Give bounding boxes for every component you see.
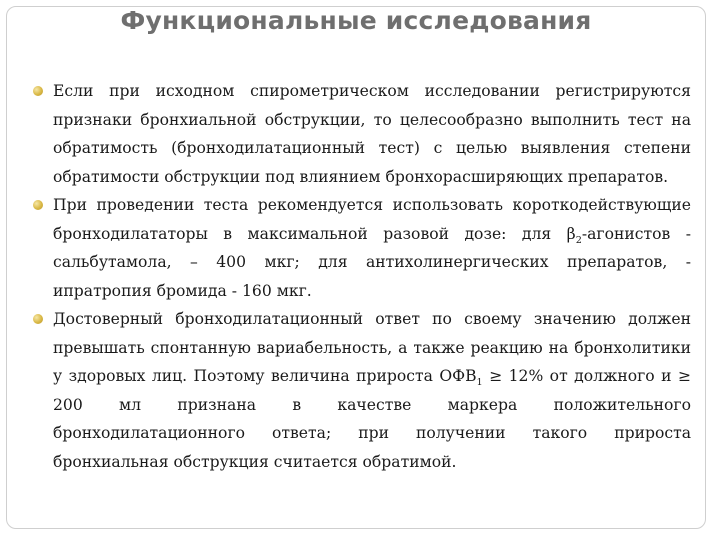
bullet-text-start: Достоверный бронходилатационный ответ по своему значению должен превышать спонтанную вариабельность, а также реакцию на бронхолитики у здоровых лиц. Поэтому величина прироста ОФВ — [53, 310, 691, 385]
slide-content — [33, 77, 691, 476]
bullet-text-end: ≥ 12% от должного и ≥ 200 мл признана в качестве маркера положительного бронходилатационного ответа; при получении такого прироста бронхиальная обструкция считается обратимой. — [53, 367, 691, 471]
beta-subscript: 2 — [575, 234, 582, 246]
fev-subscript: 1 — [476, 377, 483, 389]
bullet-text: Если при исходном спирометрическом исследовании регистрируются признаки бронхиальной обструкции, то целесообразно выполнить тест на обратимость (бронходилатационный тест) с целью выявления степени обратимости обструкции под влиянием бронхорасширяющих препаратов. — [53, 82, 691, 186]
bullet-item-reversibility-test — [33, 77, 691, 191]
bullet-dot-icon — [33, 86, 43, 96]
slide-title: Функциональные исследования — [120, 6, 592, 35]
bullet-text-start: При проведении теста рекомендуется использовать короткодействующие бронходилататоры в максимальной разовой дозе: для β — [53, 196, 691, 243]
bullet-item-response-criteria — [33, 305, 691, 476]
bullet-dot-icon — [33, 314, 43, 324]
bullet-text-end: -агонистов - сальбутамола, – 400 мкг; для антихолинергических препаратов, - ипратропия бромида - 160 мкг. — [53, 224, 691, 300]
bullet-item-test-dosage — [33, 191, 691, 305]
bullet-dot-icon — [33, 200, 43, 210]
